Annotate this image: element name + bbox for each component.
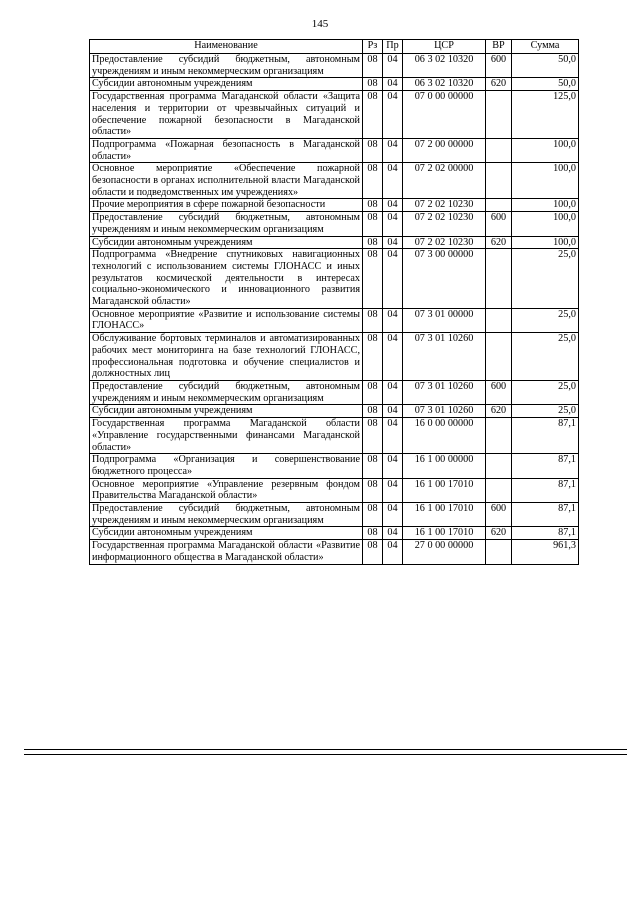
row-name-cell: Подпрограмма «Организация и совершенствование бюджетного процесса»	[90, 454, 363, 478]
row-subsection-cell: 04	[383, 405, 403, 418]
row-expense-type-cell: 620	[486, 527, 512, 540]
row-section-cell: 08	[363, 54, 383, 78]
row-subsection-cell: 04	[383, 138, 403, 162]
row-name-cell: Субсидии автономным учреждениям	[90, 405, 363, 418]
row-target-code-cell: 07 2 02 10230	[403, 212, 486, 236]
row-section-cell: 08	[363, 212, 383, 236]
table-row	[90, 478, 579, 502]
table-row	[90, 405, 579, 418]
row-subsection-cell: 04	[383, 380, 403, 404]
row-amount-cell: 87,1	[512, 454, 579, 478]
row-target-code-cell: 16 1 00 17010	[403, 503, 486, 527]
row-section-cell: 08	[363, 236, 383, 249]
table-row	[90, 78, 579, 91]
row-expense-type-cell	[486, 91, 512, 139]
row-section-cell: 08	[363, 503, 383, 527]
row-target-code-cell: 16 1 00 17010	[403, 527, 486, 540]
row-subsection-cell: 04	[383, 540, 403, 564]
row-name-cell: Основное мероприятие «Обеспечение пожарной безопасности в органах исполнительной власти Магаданской области и подведомственных им учреждениях»	[90, 163, 363, 199]
row-target-code-cell: 07 2 00 00000	[403, 138, 486, 162]
row-name-cell: Предоставление субсидий бюджетным, автономным учреждениям и иным некоммерческим организациям	[90, 380, 363, 404]
row-amount-cell: 25,0	[512, 405, 579, 418]
row-subsection-cell: 04	[383, 78, 403, 91]
row-expense-type-cell: 600	[486, 212, 512, 236]
row-expense-type-cell: 600	[486, 54, 512, 78]
row-name-cell: Предоставление субсидий бюджетным, автономным учреждениям и иным некоммерческим организациям	[90, 503, 363, 527]
row-amount-cell: 87,1	[512, 478, 579, 502]
table-row	[90, 333, 579, 381]
row-target-code-cell: 07 2 02 10230	[403, 199, 486, 212]
table-body	[90, 54, 579, 565]
row-expense-type-cell: 620	[486, 78, 512, 91]
row-name-cell: Государственная программа Магаданской области «Управление государственными финансами Магаданской области»	[90, 418, 363, 454]
header-subsection: Пр	[383, 40, 403, 54]
row-subsection-cell: 04	[383, 249, 403, 309]
row-name-cell: Подпрограмма «Внедрение спутниковых навигационных технологий с использованием системы ГЛОНАСС и иных результатов космической деятельности в интересах социально-экономического и инновационного развития Магаданской области»	[90, 249, 363, 309]
table-row	[90, 236, 579, 249]
row-amount-cell: 25,0	[512, 380, 579, 404]
row-target-code-cell: 07 3 01 10260	[403, 405, 486, 418]
table-row	[90, 249, 579, 309]
header-target-code: ЦСР	[403, 40, 486, 54]
row-subsection-cell: 04	[383, 236, 403, 249]
row-amount-cell: 87,1	[512, 418, 579, 454]
row-name-cell: Субсидии автономным учреждениям	[90, 527, 363, 540]
row-name-cell: Государственная программа Магаданской области «Защита населения и территории от чрезвычайных ситуаций и обеспечение пожарной безопасности в Магаданской области»	[90, 91, 363, 139]
page-number: 145	[311, 18, 329, 30]
row-target-code-cell: 07 3 01 10260	[403, 333, 486, 381]
row-expense-type-cell	[486, 333, 512, 381]
row-target-code-cell: 07 3 01 10260	[403, 380, 486, 404]
row-subsection-cell: 04	[383, 454, 403, 478]
row-name-cell: Обслуживание бортовых терминалов и автоматизированных рабочих мест мониторинга на базе технологий ГЛОНАСС, профессиональная подготовка и обучение специалистов и должностных лиц	[90, 333, 363, 381]
row-name-cell: Предоставление субсидий бюджетным, автономным учреждениям и иным некоммерческим организациям	[90, 54, 363, 78]
row-expense-type-cell	[486, 138, 512, 162]
row-amount-cell: 961,3	[512, 540, 579, 564]
row-amount-cell: 25,0	[512, 333, 579, 381]
header-name: Наименование	[90, 40, 363, 54]
row-section-cell: 08	[363, 78, 383, 91]
row-expense-type-cell	[486, 249, 512, 309]
row-target-code-cell: 07 2 02 10230	[403, 236, 486, 249]
row-section-cell: 08	[363, 249, 383, 309]
table-row	[90, 540, 579, 564]
row-amount-cell: 100,0	[512, 199, 579, 212]
table-row	[90, 54, 579, 78]
table-header-row	[90, 40, 579, 54]
table-row	[90, 418, 579, 454]
table-row	[90, 454, 579, 478]
row-target-code-cell: 06 3 02 10320	[403, 54, 486, 78]
row-subsection-cell: 04	[383, 503, 403, 527]
row-amount-cell: 100,0	[512, 138, 579, 162]
row-subsection-cell: 04	[383, 163, 403, 199]
row-subsection-cell: 04	[383, 333, 403, 381]
table-row	[90, 527, 579, 540]
budget-table	[89, 39, 579, 565]
row-subsection-cell: 04	[383, 527, 403, 540]
row-target-code-cell: 07 3 00 00000	[403, 249, 486, 309]
row-subsection-cell: 04	[383, 478, 403, 502]
header-amount: Сумма	[512, 40, 579, 54]
row-target-code-cell: 16 1 00 17010	[403, 478, 486, 502]
row-section-cell: 08	[363, 308, 383, 332]
row-expense-type-cell	[486, 163, 512, 199]
table-row	[90, 199, 579, 212]
row-amount-cell: 100,0	[512, 236, 579, 249]
row-name-cell: Прочие мероприятия в сфере пожарной безопасности	[90, 199, 363, 212]
row-expense-type-cell: 600	[486, 380, 512, 404]
row-amount-cell: 100,0	[512, 163, 579, 199]
table-row	[90, 380, 579, 404]
row-section-cell: 08	[363, 527, 383, 540]
table-row	[90, 212, 579, 236]
row-expense-type-cell	[486, 308, 512, 332]
table-row	[90, 163, 579, 199]
row-section-cell: 08	[363, 380, 383, 404]
row-subsection-cell: 04	[383, 308, 403, 332]
row-amount-cell: 50,0	[512, 54, 579, 78]
row-section-cell: 08	[363, 138, 383, 162]
row-amount-cell: 50,0	[512, 78, 579, 91]
row-amount-cell: 87,1	[512, 527, 579, 540]
row-expense-type-cell: 600	[486, 503, 512, 527]
table-row	[90, 138, 579, 162]
row-section-cell: 08	[363, 199, 383, 212]
row-section-cell: 08	[363, 418, 383, 454]
row-subsection-cell: 04	[383, 54, 403, 78]
row-expense-type-cell: 620	[486, 405, 512, 418]
row-section-cell: 08	[363, 405, 383, 418]
row-expense-type-cell	[486, 199, 512, 212]
row-name-cell: Основное мероприятие «Управление резервным фондом Правительства Магаданской области»	[90, 478, 363, 502]
row-name-cell: Предоставление субсидий бюджетным, автономным учреждениям и иным некоммерческим организациям	[90, 212, 363, 236]
row-amount-cell: 25,0	[512, 249, 579, 309]
row-section-cell: 08	[363, 91, 383, 139]
table-row	[90, 503, 579, 527]
header-expense-type: ВР	[486, 40, 512, 54]
row-amount-cell: 100,0	[512, 212, 579, 236]
row-section-cell: 08	[363, 333, 383, 381]
row-amount-cell: 87,1	[512, 503, 579, 527]
table-row	[90, 308, 579, 332]
row-name-cell: Государственная программа Магаданской области «Развитие информационного общества в Магаданской области»	[90, 540, 363, 564]
row-expense-type-cell: 620	[486, 236, 512, 249]
row-subsection-cell: 04	[383, 212, 403, 236]
row-target-code-cell: 07 2 02 00000	[403, 163, 486, 199]
footer-divider-bottom	[24, 754, 627, 755]
row-expense-type-cell	[486, 478, 512, 502]
row-section-cell: 08	[363, 454, 383, 478]
row-section-cell: 08	[363, 163, 383, 199]
row-section-cell: 08	[363, 540, 383, 564]
footer-divider-top	[24, 749, 627, 750]
row-name-cell: Основное мероприятие «Развитие и использование системы ГЛОНАСС»	[90, 308, 363, 332]
row-target-code-cell: 07 0 00 00000	[403, 91, 486, 139]
row-target-code-cell: 27 0 00 00000	[403, 540, 486, 564]
row-subsection-cell: 04	[383, 418, 403, 454]
row-subsection-cell: 04	[383, 91, 403, 139]
row-name-cell: Субсидии автономным учреждениям	[90, 78, 363, 91]
row-name-cell: Подпрограмма «Пожарная безопасность в Магаданской области»	[90, 138, 363, 162]
row-expense-type-cell	[486, 540, 512, 564]
header-section: Рз	[363, 40, 383, 54]
row-amount-cell: 25,0	[512, 308, 579, 332]
row-target-code-cell: 07 3 01 00000	[403, 308, 486, 332]
row-name-cell: Субсидии автономным учреждениям	[90, 236, 363, 249]
row-amount-cell: 125,0	[512, 91, 579, 139]
table-row	[90, 91, 579, 139]
row-expense-type-cell	[486, 418, 512, 454]
row-subsection-cell: 04	[383, 199, 403, 212]
row-section-cell: 08	[363, 478, 383, 502]
row-target-code-cell: 16 1 00 00000	[403, 454, 486, 478]
row-expense-type-cell	[486, 454, 512, 478]
row-target-code-cell: 16 0 00 00000	[403, 418, 486, 454]
row-target-code-cell: 06 3 02 10320	[403, 78, 486, 91]
